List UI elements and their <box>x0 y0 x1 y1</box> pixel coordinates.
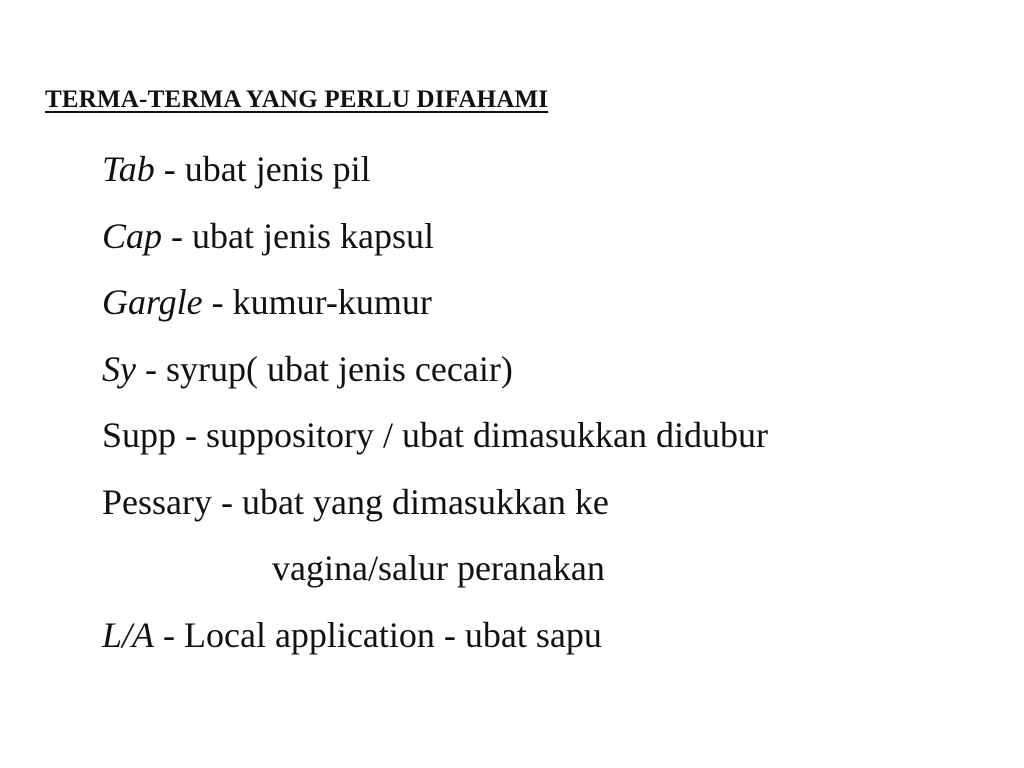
term-definition: - ubat yang dimasukkan ke <box>212 481 609 522</box>
list-item-gargle <box>102 269 768 336</box>
term-label: Sy <box>102 348 136 389</box>
term-label: Tab <box>102 149 155 189</box>
list-item-supp <box>102 402 768 469</box>
term-definition: - syrup( ubat jenis cecair) <box>135 348 513 389</box>
term-definition: - kumur-kumur <box>202 282 432 322</box>
term-definition: - ubat jenis kapsul <box>162 215 434 256</box>
term-definition: - Local application - ubat sapu <box>154 614 602 655</box>
term-label: Supp <box>102 415 177 455</box>
list-item-tab <box>102 136 768 203</box>
list-item-pessary-continuation <box>102 535 768 602</box>
term-label: Pessary <box>102 481 212 522</box>
term-label: Gargle <box>102 282 203 322</box>
term-definition-continuation: vagina/salur peranakan <box>272 548 605 588</box>
list-item-la <box>102 602 768 669</box>
term-list <box>102 136 768 668</box>
term-label: L/A <box>102 614 155 655</box>
list-item-cap <box>102 203 768 270</box>
term-definition: - suppository / ubat dimasukkan didubur <box>176 415 768 455</box>
page-title: TERMA-TERMA YANG PERLU DIFAHAMI <box>45 86 549 113</box>
list-item-sy <box>102 336 768 403</box>
term-definition: - ubat jenis pil <box>154 149 371 189</box>
term-label: Cap <box>102 215 163 256</box>
list-item-pessary <box>102 469 768 536</box>
